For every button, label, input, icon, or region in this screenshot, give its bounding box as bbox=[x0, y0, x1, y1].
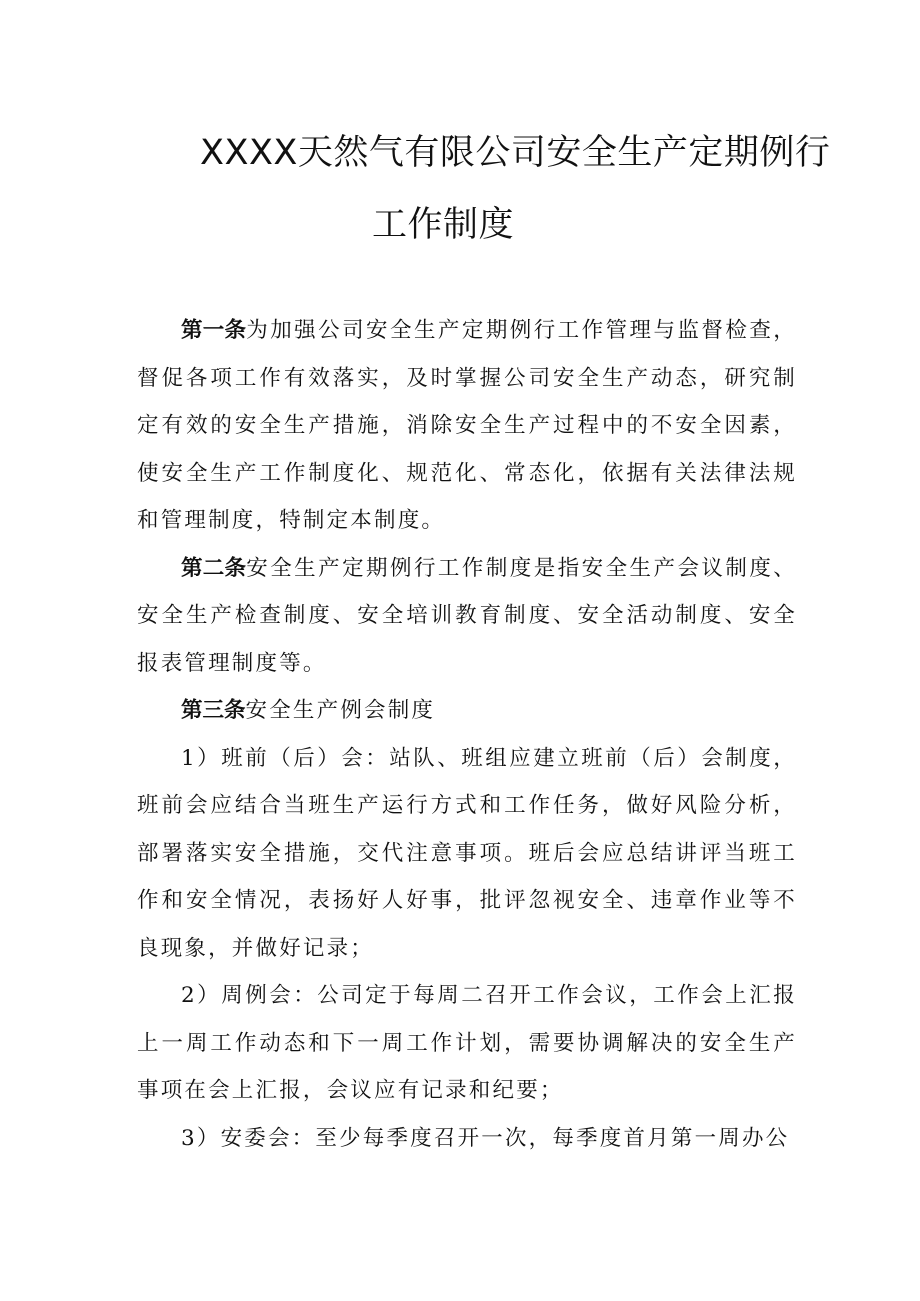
article-1 bbox=[137, 307, 797, 545]
article-3 bbox=[137, 687, 797, 735]
item-1: 1）班前（后）会：站队、班组应建立班前（后）会制度，班前会应结合当班生产运行方式和工作任务，做好风险分析，部署落实安全措施，交代注意事项。班后会应总结讲评当班工作和安全情况，表扬好人好事，批评忽视安全、违章作业等不良现象，并做好记录； bbox=[137, 745, 797, 961]
document-title-line-1: XXXX天然气有限公司安全生产定期例行 bbox=[200, 133, 831, 173]
article-3-text: 安全生产例会制度 bbox=[245, 698, 436, 723]
article-2-text: 安全生产定期例行工作制度是指安全生产会议制度、安全生产检查制度、安全培训教育制度、安全活动制度、安全报表管理制度等。 bbox=[137, 555, 797, 676]
article-1-heading: 第一条 bbox=[181, 318, 247, 343]
item-3: 3）安委会：至少每季度召开一次，每季度首月第一周办公 bbox=[181, 1125, 790, 1151]
item-2: 2）周例会：公司定于每周二召开工作会议，工作会上汇报上一周工作动态和下一周工作计划，需要协调解决的安全生产事项在会上汇报，会议应有记录和纪要； bbox=[137, 983, 797, 1103]
article-2 bbox=[137, 545, 797, 688]
article-2-heading: 第二条 bbox=[181, 555, 247, 581]
document-title-line-2: 工作制度 bbox=[372, 205, 515, 245]
article-3-heading: 第三条 bbox=[181, 698, 246, 723]
article-1-text: 为加强公司安全生产定期例行工作管理与监督检查，督促各项工作有效落实，及时掌握公司安全生产动态，研究制定有效的安全生产措施，消除安全生产过程中的不安全因素，使安全生产工作制度化、规范化、常态化，依据有关法律法规和管理制度，特制定本制度。 bbox=[137, 318, 797, 533]
document-body bbox=[137, 307, 797, 1162]
